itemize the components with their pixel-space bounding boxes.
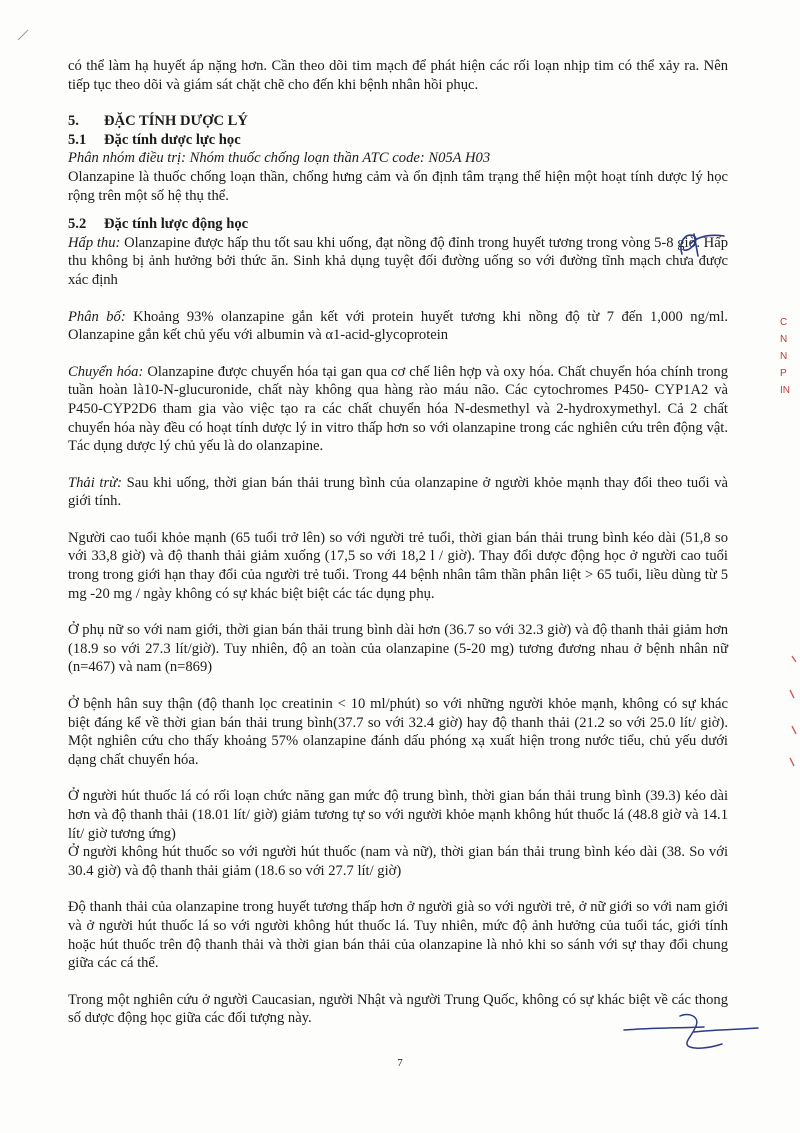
elimination-paragraph: Thải trừ: Sau khi uống, thời gian bán thải trung bình của olanzapine ở người khỏe mạnh thay đổi theo tuổi và giới tính. [68,474,729,510]
corner-mark [14,26,34,46]
ethnicity-paragraph: Trong một nghiên cứu ở người Caucasian, người Nhật và người Trung Quốc, không có sự khác biệt về các thong số dược động học giữa các đối tượng này. [68,991,728,1027]
clearance-paragraph: Độ thanh thải của olanzapine trong huyết tương thấp hơn ở người già so với người trẻ, ở nữ giới so với nam giới và ở người hút thuốc lá so với người không hút thuốc lá. Tuy nhiên, mức độ ảnh hưởng của tuổi tác, giới tính hoặc hút thuốc trên độ thanh thải và thời gian bán thải của olanzapine là nhỏ khi so sánh với sự thay đổi chung giữa các cá thể. [68,899,728,972]
renal-paragraph: Ở bệnh hân suy thận (độ thanh lọc creatinin < 10 ml/phút) so với những người khỏe mạnh, không có sự khác biệt đáng kể về thời gian bán thải trung bình(37.7 so với 32.4 giờ) hay độ thanh thải (21.2 so với 25.0 lít/ giờ). Một nghiên cứu cho thấy khoảng 57% olanzapine đánh dấu phóng xạ xuất hiện trong nước tiểu, chủ yếu dưới dạng chất chuyển hóa. [68,696,728,768]
stamp-edge-fragment-lower [784,650,800,770]
metabolism-paragraph: Chuyển hóa: Olanzapine được chuyển hóa tại gan qua cơ chế liên hợp và oxy hóa. Chất chuyển hóa chính trong tuần hoàn là10-N-glucuronide, chất này không qua hàng rào máu não. Các cytochromes P450- CYP1A2 và P450-CYP2D6 tham gia vào việc tạo ra các chất chuyển hóa N-desmethyl và 2-hydroxymethyl. Cả 2 chất chuyển hóa này đều có hoạt tính dược lý in vitro thấp hơn so với olanzapine trong các nghiên cứu trên động vật. Tác dụng dược lý chủ yếu là do olanzapine. [68,363,728,455]
section-5-2-heading: 5.2 Đặc tính lược động học [68,216,249,233]
section-5-heading: 5. ĐẶC TÍNH DƯỢC LÝ [68,113,248,130]
elderly-paragraph: Người cao tuổi khỏe mạnh (65 tuổi trở lên) so với người trẻ tuổi, thời gian bán thải trung bình kéo dài (51,8 so với 33,8 giờ) và độ thanh thải giảm xuống (17,5 so với 18,2 l / giờ). Thay đổi dược động học ở người cao tuổi trong trong giới hạn thay đổi của người trẻ tuổi. Trong 44 bệnh nhân tâm thần phân liệt > 65 tuổi, liều dùng từ 5 mg -20 mg / ngày không có sự khác biệt biệt các tác dụng phụ. [68,529,728,602]
distribution-paragraph: Phân bố: Khoảng 93% olanzapine gắn kết với protein huyết tương khi nồng độ từ 7 đến 1,000 ng/ml. Olanzapine gắn kết chủ yếu với albumin và α1-acid-glycoprotein [68,308,728,344]
therapeutic-classification: Phân nhóm điều trị: Nhóm thuốc chống loạn thần ATC code: N05A H03 [68,150,491,167]
handwritten-signature [618,1008,768,1052]
absorption-paragraph: Hấp thu: Olanzapine được hấp thu tốt sau khi uống, đạt nồng độ đỉnh trong huyết tương trong vòng 5-8 giờ. Hấp thu không bị ảnh hưởng bởi thức ăn. Sinh khả dụng tuyệt đối đường uống so với đường tĩnh mạch chưa được xác định [68,234,728,288]
document-body [68,57,728,1028]
nonsmoker-paragraph: Ở người không hút thuốc so với người hút thuốc (nam và nữ), thời gian bán thải trung bình kéo dài (38. So với 30.4 giờ) và độ thanh thải giảm (18.6 so với 27.7 lít/ giờ) [68,844,728,879]
gender-paragraph: Ở phụ nữ so với nam giới, thời gian bán thải trung bình dài hơn (36.7 so với 32.3 giờ) và độ thanh thải giảm hơn (18.9 so với 27.3 lít/giờ). Tuy nhiên, độ an toàn của olanzapine (5-20 mg) tương đương nhau ở bệnh nhân nữ (n=467) và nam (n=869) [68,622,728,676]
stamp-edge-fragment: C N N P IN [780,317,790,396]
page-number: 7 [397,1057,403,1069]
intro-paragraph: có thể làm hạ huyết áp nặng hơn. Cần theo dõi tim mạch để phát hiện các rối loạn nhịp tim có thể xảy ra. Nên tiếp tục theo dõi và giám sát chặt chẽ cho đến khi bệnh nhân hồi phục. [68,58,728,93]
section-5-1-heading: 5.1 Đặc tính dược lực học [68,131,241,148]
pharmacodynamics-paragraph: Olanzapine là thuốc chống loạn thần, chống hưng cảm và ổn định tâm trạng thể hiện một hoạt tính dược lý học rộng trên một số hệ thụ thể. [68,168,728,204]
smoker-hepatic-paragraph: Ở người hút thuốc lá có rối loạn chức năng gan mức độ trung bình, thời gian bán thải trung bình (39.3) kéo dài hơn và độ thanh thải (18.01 lít/ giờ) giảm tương tự so với người khỏe mạnh không hút thuốc lá (48.8 giờ và 14.1 lít/ giờ tương ứng) [68,788,728,842]
handwritten-initial [668,226,728,262]
